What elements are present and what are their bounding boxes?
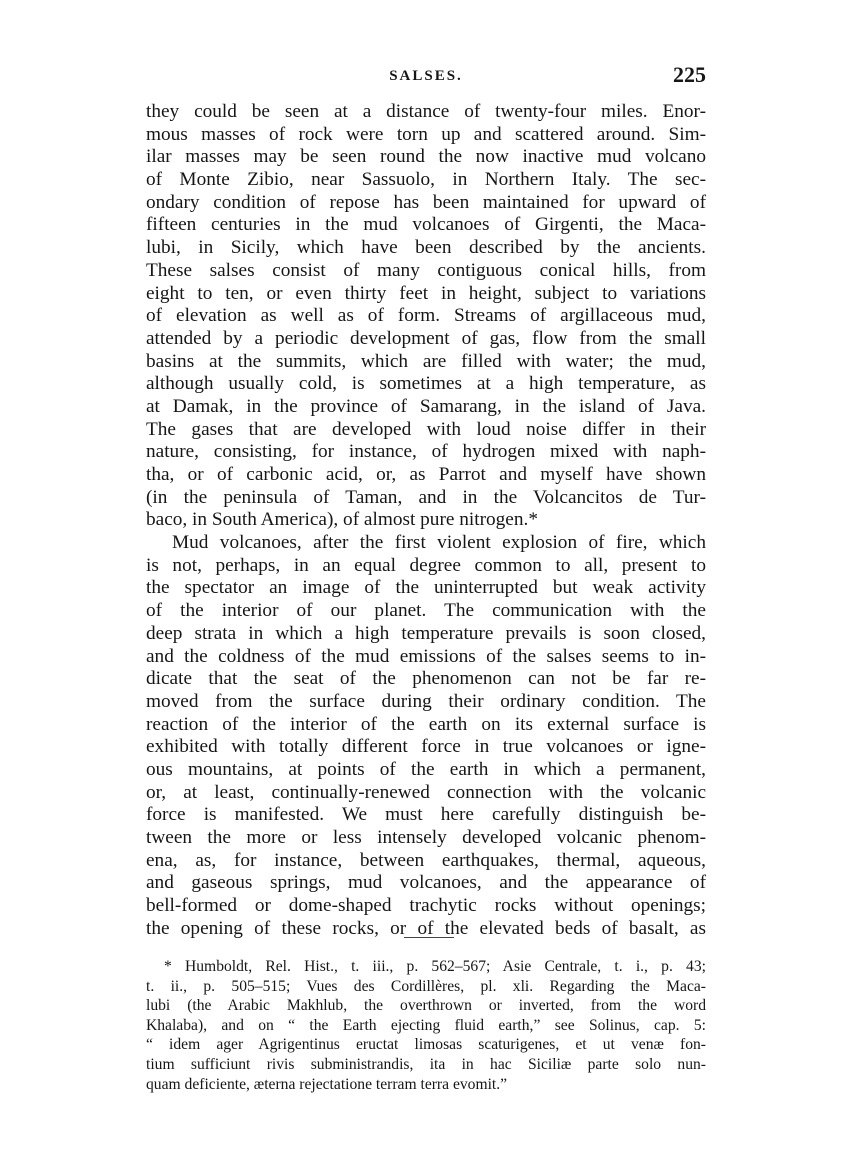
text-line: lubi, in Sicily, which have been described by the ancients.	[146, 237, 706, 259]
footnote-divider	[404, 937, 454, 938]
text-line: eight to ten, or even thirty feet in height, subject to variations	[146, 282, 706, 304]
text-line: mous masses of rock were torn up and scattered around. Sim-	[146, 123, 706, 145]
text-line: deep strata in which a high temperature prevails is soon closed,	[146, 622, 706, 644]
page-number: 225	[673, 62, 706, 87]
text-line: ena, as, for instance, between earthquakes, thermal, aqueous,	[146, 849, 706, 871]
text-line: exhibited with totally different force in true volcanoes or igne-	[146, 736, 706, 758]
text-line: although usually cold, is sometimes at a high temperature, as	[146, 373, 706, 395]
text-line: or, at least, continually-renewed connection with the volcanic	[146, 781, 706, 803]
text-line: force is manifested. We must here carefully distinguish be-	[146, 804, 706, 826]
text-line: The gases that are developed with loud noise differ in their	[146, 418, 706, 440]
text-line: and gaseous springs, mud volcanoes, and the appearance of	[146, 872, 706, 894]
text-line: These salses consist of many contiguous conical hills, from	[146, 259, 706, 281]
text-line: nature, consisting, for instance, of hydrogen mixed with naph-	[146, 441, 706, 463]
text-line: moved from the surface during their ordinary condition. The	[146, 690, 706, 712]
text-line: at Damak, in the province of Samarang, in the island of Java.	[146, 395, 706, 417]
text-line: (in the peninsula of Taman, and in the Volcancitos de Tur-	[146, 486, 706, 508]
text-line: ous mountains, at points of the earth in which a permanent,	[146, 758, 706, 780]
text-line: baco, in South America), of almost pure nitrogen.*	[146, 509, 538, 531]
text-line: and the coldness of the mud emissions of the salses seems to in-	[146, 645, 706, 667]
footnote-line: “ idem ager Agrigentinus eructat limosas scaturigenes, et ut venæ fon-	[146, 1036, 706, 1054]
text-line: bell-formed or dome-shaped trachytic rocks without openings;	[146, 895, 706, 917]
text-line: fifteen centuries in the mud volcanoes of Girgenti, the Maca-	[146, 214, 706, 236]
running-head	[146, 62, 706, 92]
text-line: dicate that the seat of the phenomenon can not be far re-	[146, 668, 706, 690]
footnote-line: quam deficiente, æterna rejectatione terram terra evomit.”	[146, 1075, 508, 1093]
text-line: tha, or of carbonic acid, or, as Parrot and myself have shown	[146, 464, 706, 485]
running-title: SALSES.	[389, 68, 463, 84]
footnote	[146, 957, 706, 1094]
text-line: of elevation as well as of form. Streams of argillaceous mud,	[146, 305, 706, 327]
footnote-line: * Humboldt, Rel. Hist., t. iii., p. 562–567; Asie Centrale, t. i., p. 43;	[164, 958, 706, 975]
text-line: ilar masses may be seen round the now inactive mud volcano	[146, 146, 706, 168]
text-line: Mud volcanoes, after the first violent explosion of fire, which	[172, 532, 706, 554]
footnote-line: t. ii., p. 505–515; Vues des Cordillères, pl. xli. Regarding the Maca-	[146, 977, 706, 995]
text-line: the spectator an image of the uninterrupted but weak activity	[146, 577, 706, 599]
footnote-line: tium sufficiunt rivis subministrandis, ita in hac Siciliæ parte solo nun-	[146, 1055, 706, 1073]
text-line: tween the more or less intensely developed volcanic phenom-	[146, 827, 706, 848]
footnote-line: Khalaba), and on “ the Earth ejecting fluid earth,” see Solinus, cap. 5:	[146, 1016, 706, 1034]
text-line: the opening of these rocks, or of the elevated beds of basalt, as	[146, 917, 706, 939]
text-line: reaction of the interior of the earth on its external surface is	[146, 713, 706, 735]
text-line: is not, perhaps, in an equal degree common to all, present to	[146, 554, 706, 576]
text-line: of the interior of our planet. The communication with the	[146, 600, 706, 622]
text-line: of Monte Zibio, near Sassuolo, in Northern Italy. The sec-	[146, 169, 706, 191]
text-line: they could be seen at a distance of twenty-four miles. Enor-	[146, 101, 706, 122]
text-line: basins at the summits, which are filled with water; the mud,	[146, 350, 706, 372]
body-text	[146, 101, 706, 940]
footnote-line: lubi (the Arabic Makhlub, the overthrown or inverted, from the word	[146, 997, 706, 1015]
text-line: ondary condition of repose has been maintained for upward of	[146, 191, 706, 213]
text-line: attended by a periodic development of gas, flow from the small	[146, 327, 706, 349]
